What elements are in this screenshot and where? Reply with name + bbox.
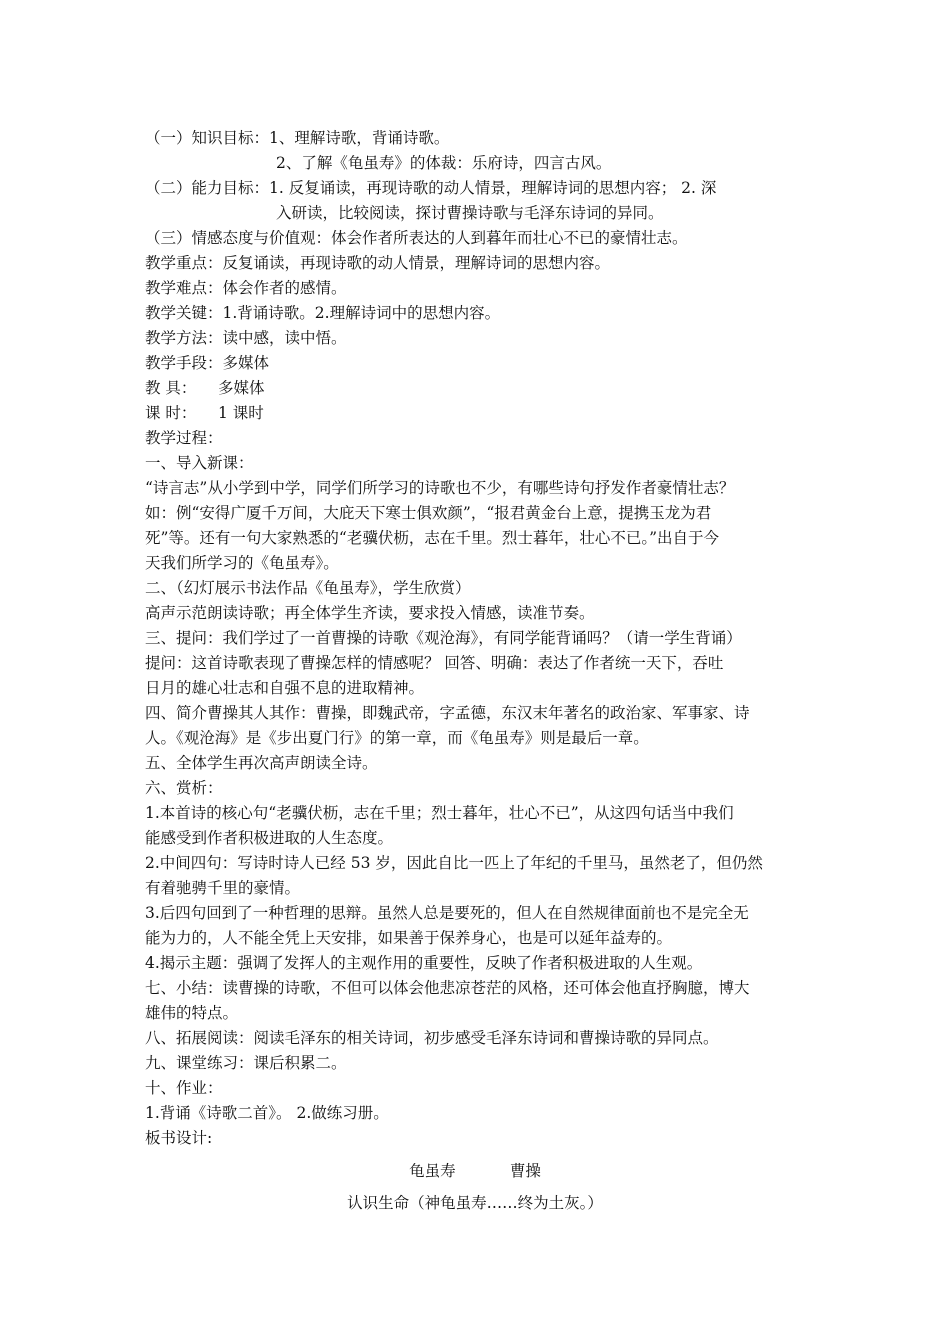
section-2-text: 高声示范朗读诗歌；再全体学生齐读，要求投入情感，读准节奏。 bbox=[145, 604, 595, 622]
section-3-text: 日月的雄心壮志和自强不息的进取精神。 bbox=[145, 679, 425, 697]
section-1-text: 死”等。还有一句大家熟悉的“老骥伏枥，志在千里。烈士暮年，壮心不已。”出自于今 bbox=[145, 529, 720, 547]
analysis-item: 能为力的，人不能全凭上天安排，如果善于保养身心，也是可以延年益寿的。 bbox=[145, 929, 673, 947]
board-title: 龟虽寿 曹操 bbox=[409, 1162, 541, 1180]
analysis-item: 4.揭示主题：强调了发挥人的主观作用的重要性，反映了作者积极进取的人生观。 bbox=[145, 954, 703, 972]
section-10-text: 1.背诵《诗歌二首》。 2.做练习册。 bbox=[145, 1104, 389, 1122]
method: 教学方法：读中感，读中悟。 bbox=[145, 329, 347, 347]
emotion-goal: （三）情感态度与价值观：体会作者所表达的人到暮年而壮心不已的豪情壮志。 bbox=[145, 229, 688, 247]
board-line-1: 认识生命（神龟虽寿……终为土灰。） bbox=[347, 1194, 603, 1212]
analysis-item: 2.中间四句：写诗时诗人已经 53 岁，因此自比一匹上了年纪的千里马，虽然老了，但仍然 bbox=[145, 854, 763, 872]
tools-value: 多媒体 bbox=[218, 379, 265, 397]
hours-value: 1 课时 bbox=[218, 404, 264, 422]
section-1-text: 如：例“安得广厦千万间，大庇天下寒士俱欢颜”，“报君黄金台上意，提携玉龙为君 bbox=[145, 504, 712, 522]
analysis-item: 能感受到作者积极进取的人生态度。 bbox=[145, 829, 394, 847]
analysis-item: 3.后四句回到了一种哲理的思辩。虽然人总是要死的，但人在自然规律面前也不是完全无 bbox=[145, 904, 749, 922]
ability-goal-1: （二）能力目标：1. 反复诵读，再现诗歌的动人情景，理解诗词的思想内容； 2. 深 bbox=[145, 179, 717, 197]
knowledge-goal-2: 2、了解《龟虽寿》的体裁：乐府诗，四言古风。 bbox=[276, 154, 612, 172]
crux: 教学关键：1.背诵诗歌。2.理解诗词中的思想内容。 bbox=[145, 304, 501, 322]
section-1-text: 天我们所学习的《龟虽寿》。 bbox=[145, 554, 339, 572]
analysis-item: 有着驰骋千里的豪情。 bbox=[145, 879, 301, 897]
section-3-title: 三、提问：我们学过了一首曹操的诗歌《观沧海》，有同学能背诵吗？（请一学生背诵） bbox=[145, 629, 742, 647]
process-heading: 教学过程： bbox=[145, 429, 223, 447]
hours-label: 课 时： bbox=[145, 404, 197, 422]
section-3-text: 提问：这首诗歌表现了曹操怎样的情感呢？ 回答、明确：表达了作者统一天下，吞吐 bbox=[145, 654, 724, 672]
section-10-title: 十、作业： bbox=[145, 1079, 223, 1097]
section-1-title: 一、导入新课： bbox=[145, 454, 254, 472]
section-2-title: 二、（幻灯展示书法作品《龟虽寿》，学生欣赏） bbox=[145, 579, 471, 597]
section-7-text: 雄伟的特点。 bbox=[145, 1004, 239, 1022]
section-4-text: 人。《观沧海》是《步出夏门行》的第一章，而《龟虽寿》则是最后一章。 bbox=[145, 729, 649, 747]
tools-label: 教 具： bbox=[145, 379, 197, 397]
board-design-label: 板书设计: bbox=[145, 1129, 213, 1147]
hours bbox=[145, 401, 805, 425]
section-4-title: 四、简介曹操其人其作：曹操，即魏武帝，字孟德，东汉末年著名的政治家、军事家、诗 bbox=[145, 704, 750, 722]
section-7-title: 七、小结：读曹操的诗歌，不但可以体会他悲凉苍茫的风格，还可体会他直抒胸臆，博大 bbox=[145, 979, 750, 997]
ability-goal-2: 入研读，比较阅读，探讨曹操诗歌与毛泽东诗词的异同。 bbox=[276, 204, 664, 222]
section-8-title: 八、拓展阅读：阅读毛泽东的相关诗词，初步感受毛泽东诗词和曹操诗歌的异同点。 bbox=[145, 1029, 719, 1047]
knowledge-goal-1: （一）知识目标：1、理解诗歌，背诵诗歌。 bbox=[145, 129, 450, 147]
means: 教学手段：多媒体 bbox=[145, 354, 270, 372]
section-9-title: 九、课堂练习：课后积累二。 bbox=[145, 1054, 347, 1072]
section-5-title: 五、全体学生再次高声朗读全诗。 bbox=[145, 754, 378, 772]
section-6-title: 六、赏析： bbox=[145, 779, 223, 797]
section-1-text: “诗言志”从小学到中学，同学们所学习的诗歌也不少，有哪些诗句抒发作者豪情壮志？ bbox=[145, 479, 735, 497]
analysis-item: 1.本首诗的核心句“老骥伏枥，志在千里；烈士暮年，壮心不已”，从这四句话当中我们 bbox=[145, 804, 734, 822]
tools bbox=[145, 376, 805, 400]
difficulty: 教学难点：体会作者的感情。 bbox=[145, 279, 347, 297]
key-point: 教学重点：反复诵读，再现诗歌的动人情景，理解诗词的思想内容。 bbox=[145, 254, 611, 272]
